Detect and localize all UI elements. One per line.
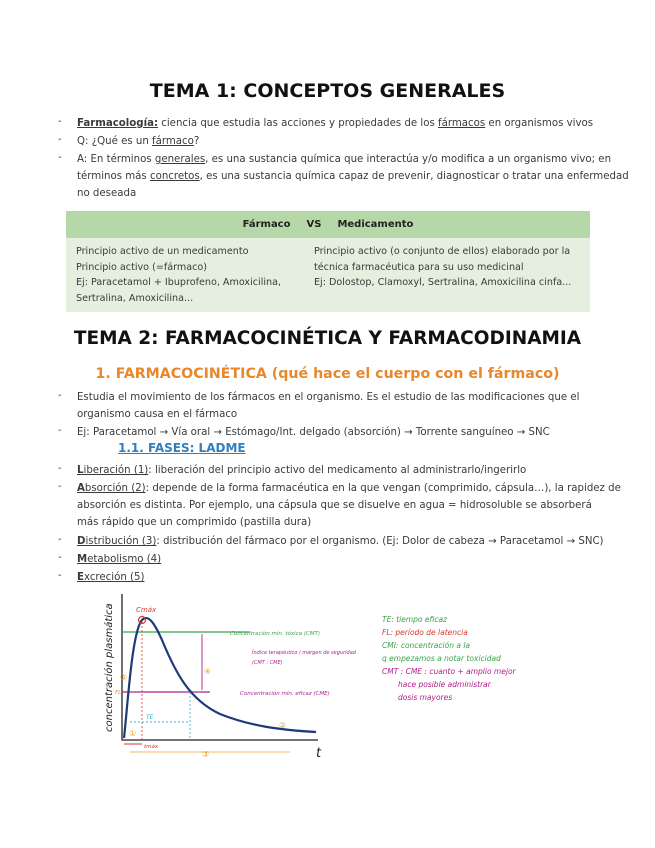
fases-ladme-heading[interactable]: 1.1. FASES: LADME [118,441,246,455]
fase-absorcion-line3: más rápido que un comprimido (pastilla dura) [77,517,312,528]
bullet-dash: - [58,534,62,545]
text: , es una sustancia química capaz de prevenir, diagnosticar o tratar una enfermedad [199,171,629,182]
fase-liberacion [77,462,526,479]
tmax-label: tmáx [144,744,159,750]
farmacologia-term: Farmacología: [77,118,159,129]
fl-label: FL [115,690,122,696]
cell: técnica farmacéutica para su uso medicinal [314,261,524,273]
sec1-line-3: Ej: Paracetamol → Vía oral → Estómago/Int. delgado (absorción) → Torrente sanguíneo → SNC [77,427,550,438]
pharmacokinetic-curve-diagram [90,592,570,767]
generales-word: generales [154,154,206,165]
tema2-title: TEMA 2: FARMACOCINÉTICA Y FARMACODINAMIA [73,328,582,349]
header-medicamento: Medicamento [337,219,414,230]
text: Q: ¿Qué es un [77,136,153,147]
farmacocinetica-heading: 1. FARMACOCINÉTICA (qué hace el cuerpo con el fármaco) [95,366,560,382]
initial: E [77,572,84,583]
col-medicamento [314,244,571,291]
table-body [66,238,590,312]
text: ? [193,136,200,147]
fase-absorcion [77,480,621,497]
text: en organismos vivos [485,118,594,129]
indice-label: Índice terapéutico / margen de seguridad [252,650,356,656]
farmacos-link[interactable]: fármacos [438,118,486,129]
concretos-word: concretos [149,171,200,182]
cme-label: Concentración mín. eficaz (CME) [240,691,330,697]
cell: Sertralina, Amoxicilina... [76,292,194,304]
answer-line-3: no deseada [77,188,137,199]
text: A: En términos [77,154,155,165]
fase-name: xcreción (5) [83,572,145,583]
note-cmt-cme-2: hace posible administrar [398,680,491,689]
farmacologia-definition [77,115,593,132]
text: ciencia que estudia las acciones y propiedades de los [158,118,439,129]
fase-name: etabolismo (4) [87,554,162,565]
header-farmaco: Fármaco [242,219,291,230]
answer-line-1 [77,151,611,168]
indice-label-2: (CMT : CME) [252,660,283,666]
bullet-dash: - [58,152,62,163]
phase-4-marker: ④ [204,667,212,676]
text: términos más [77,171,150,182]
bullet-dash: - [58,463,62,474]
question-line [77,133,199,150]
fase-metabolismo [77,551,161,568]
bullet-dash: - [58,425,62,436]
initial: A [77,483,85,494]
initial: L [77,465,84,476]
farmaco-link[interactable]: fármaco [152,136,194,147]
y-axis-label: concentración plasmática [104,603,115,732]
fase-distribucion [77,533,604,550]
note-fl: FL: período de latencia [382,628,468,637]
cell: Principio activo (o conjunto de ellos) elaborado por la [314,246,571,257]
note-cmi: CMI: concentración a la [382,641,471,650]
cell: Principio activo (=fármaco) [76,261,208,273]
fase-name: iberación (1) [83,465,149,476]
col-farmaco [76,244,281,306]
bullet-dash: - [58,116,62,127]
phase-1-marker: ① [129,729,137,738]
cell: Ej: Dolostop, Clamoxyl, Sertralina, Amoxicilina cinfa... [314,277,572,288]
tema1-title: TEMA 1: CONCEPTOS GENERALES [149,80,506,102]
initial: M [77,554,88,565]
note-cmt-cme: CMT : CME : cuanto + amplio mejor [382,667,516,676]
farmaco-vs-medicamento-table [66,211,590,312]
bullet-dash: - [58,134,62,145]
fase-name: istribución (3) [85,536,157,547]
te-label: TE [146,714,154,721]
phase-3-marker: ③ [202,750,210,759]
cell: Principio activo de un medicamento [76,246,249,257]
cmax-label: Cmáx [136,606,157,614]
phase-5-marker: ⑤ [120,673,128,682]
bullet-dash: - [58,552,62,563]
bullet-dash: - [58,570,62,581]
cmt-label: Concentración mín. tóxica (CMT) [230,631,321,637]
sec1-line-2: organismo causa en el fármaco [77,409,238,420]
table-header [66,211,590,238]
note-te: TE: tiempo eficaz [382,615,448,624]
fase-excrecion [77,569,144,586]
x-axis-label: t [316,746,322,761]
fase-desc: : depende de la forma farmacéutica en la que vengan (comprimido, cápsula…), la rapidez de [145,483,621,494]
fase-absorcion-line2: absorción es distinta. Por ejemplo, una cápsula que se disuelve en agua = hidrosoluble se absorberá [77,500,592,511]
sec1-line-1: Estudia el movimiento de los fármacos en el organismo. Es el estudio de las modificaciones que el [77,392,580,403]
note-cmi-2: q empezamos a notar toxicidad [382,654,501,663]
phase-2-marker: ② [279,721,287,730]
fase-desc: : liberación del principio activo del medicamento al administrarlo/ingerirlo [148,465,527,476]
initial: D [77,536,86,547]
bullet-dash: - [58,481,62,492]
fase-desc: : distribución del fármaco por el organismo. (Ej: Dolor de cabeza → Paracetamol → SNC) [156,536,604,547]
answer-line-2 [77,168,629,185]
header-vs: VS [306,219,322,230]
cell: Ej: Paracetamol + Ibuprofeno, Amoxicilina, [76,277,282,288]
note-cmt-cme-3: dosis mayores [398,693,453,702]
text: , es una sustancia química que interactúa y/o modifica a un organismo vivo; en [205,154,612,165]
bullet-dash: - [58,390,62,401]
fase-name: bsorción (2) [84,483,146,494]
